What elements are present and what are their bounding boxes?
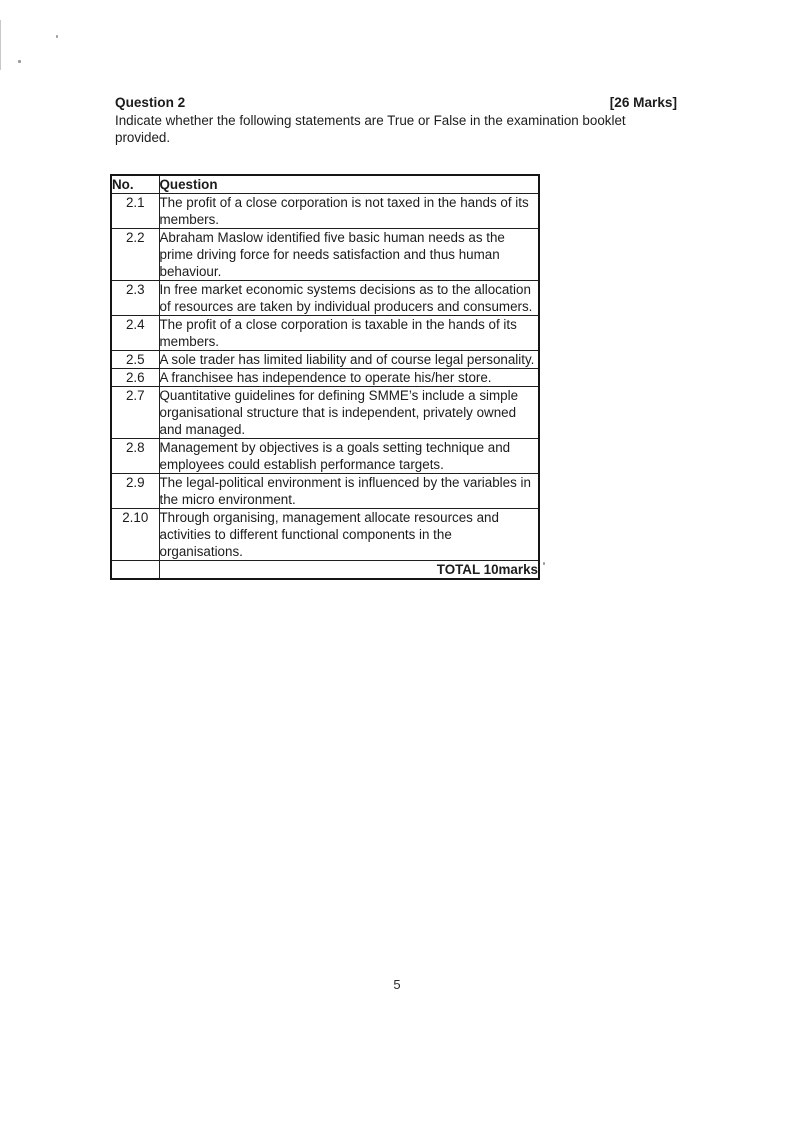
- table-row: [111, 351, 539, 369]
- row-number-cell: 2.3: [111, 281, 159, 316]
- instruction-text: Indicate whether the following statements are True or False in the examination booklet provided.: [115, 113, 626, 145]
- table-total-row: [111, 561, 539, 580]
- question-cell: The profit of a close corporation is taxable in the hands of its members.: [159, 316, 539, 351]
- question-cell: Quantitative guidelines for defining SMME’s include a simple organisational structure that is independent, privately owned and managed.: [159, 387, 539, 439]
- scan-edge-artifact: [0, 20, 1, 70]
- question-section: [112, 94, 677, 580]
- row-number-cell: 2.2: [111, 229, 159, 281]
- table-row: [111, 316, 539, 351]
- question-cell: The profit of a close corporation is not taxed in the hands of its members.: [159, 194, 539, 229]
- row-number-cell: 2.9: [111, 474, 159, 509]
- question-cell: The legal-political environment is influenced by the variables in the micro environment.: [159, 474, 539, 509]
- row-number-cell: 2.4: [111, 316, 159, 351]
- row-number-cell: 2.6: [111, 369, 159, 387]
- table-row: [111, 229, 539, 281]
- scan-speck: [18, 60, 21, 63]
- row-number-cell: 2.5: [111, 351, 159, 369]
- question-cell: A sole trader has limited liability and of course legal personality.: [159, 351, 539, 369]
- scan-speck: [56, 35, 58, 38]
- table-header-row: [111, 175, 539, 194]
- question-cell: A franchisee has independence to operate his/her store.: [159, 369, 539, 387]
- question-cell: Management by objectives is a goals setting technique and employees could establish performance targets.: [159, 439, 539, 474]
- table-row: [111, 281, 539, 316]
- row-number-cell: 2.1: [111, 194, 159, 229]
- total-marks-cell: TOTAL 10marks: [159, 561, 539, 580]
- table-row: [111, 439, 539, 474]
- question-title: Question 2: [115, 95, 186, 110]
- question-cell: In free market economic systems decisions as to the allocation of resources are taken by individual producers and consumers.: [159, 281, 539, 316]
- table-row: [111, 387, 539, 439]
- column-header-question: Question: [159, 175, 539, 194]
- table-row: [111, 474, 539, 509]
- page-number: 5: [393, 977, 401, 992]
- column-header-no: No.: [111, 175, 159, 194]
- table-row: [111, 509, 539, 561]
- table-row: [111, 194, 539, 229]
- marks-label: [26 Marks]: [609, 95, 677, 110]
- question-header: [115, 94, 677, 111]
- row-number-cell: 2.7: [111, 387, 159, 439]
- question-cell: Abraham Maslow identified five basic human needs as the prime driving force for needs satisfaction and thus human behaviour.: [159, 229, 539, 281]
- question-cell: Through organising, management allocate resources and activities to different functional components in the organisations.: [159, 509, 539, 561]
- row-number-cell: 2.10: [111, 509, 159, 561]
- true-false-table: [110, 174, 540, 580]
- row-number-cell: 2.8: [111, 439, 159, 474]
- table-row: [111, 369, 539, 387]
- empty-cell: [111, 561, 159, 580]
